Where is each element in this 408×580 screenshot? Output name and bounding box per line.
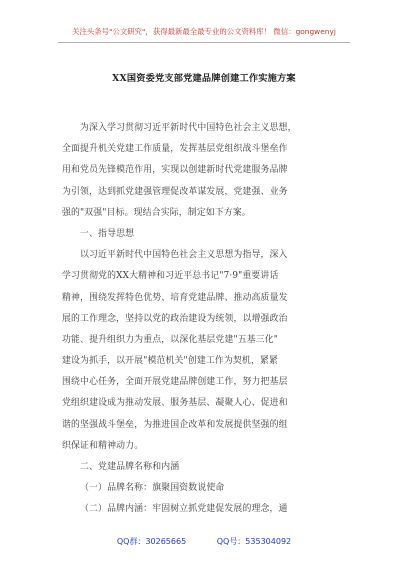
body-line: 用和党员先锋模范作用，实现以创建新时代党建服务品牌 — [62, 165, 288, 176]
body-line: 以习近平新时代中国特色社会主义思想为指导，深入 — [80, 250, 288, 261]
footer-contact — [0, 536, 408, 547]
header-divider — [58, 42, 350, 43]
body-line: 建设为抓手，以开展"模范机关"创建工作为契机，紧紧 — [62, 356, 279, 367]
sub-item: （二）品牌内涵：牢固树立抓党建促发展的理念，通 — [80, 504, 288, 515]
body-line: 围绕中心任务，全面开展党建品牌创建工作，努力把基层 — [62, 377, 288, 388]
body-line: 功能、提升组织力为重点，以深化基层党建"五基三化" — [62, 334, 279, 345]
qq-group: QQ群：30265665 — [116, 537, 187, 546]
body-line: 为引领，达到抓党建强管理促改革谋发展，党建强、业务 — [62, 186, 288, 197]
body-line: 展的工作理念，坚持以党的政治建设为统领，以增强政治 — [62, 313, 288, 324]
body-line: 党组织建设成为推动发展、服务基层、凝聚人心、促进和 — [62, 398, 288, 409]
qq-number: QQ号：535304092 — [216, 537, 292, 546]
body-line: 谐的坚强战斗堡垒，为推进国企改革和发展提供坚强的组 — [62, 419, 288, 430]
body-line: 全面提升机关党建工作质量，发挥基层党组织战斗堡垒作 — [62, 144, 288, 155]
section-heading: 一、指导思想 — [80, 228, 135, 239]
document-body — [62, 118, 352, 521]
body-line: 为深入学习贯彻习近平新时代中国特色社会主义思想， — [80, 123, 297, 133]
body-line: 织保证和精神动力。 — [62, 440, 144, 451]
sub-item: （一）品牌名称：旗聚国资数说使命 — [80, 483, 225, 494]
body-line: 学习贯彻党的XX大精神和习近平总书记"7·9"重要讲话 — [62, 271, 279, 282]
body-line: 强的"双强"目标。现结合实际，制定如下方案。 — [62, 207, 251, 218]
body-line: 精神，围绕发挥特色优势、培育党建品牌、推动高质量发 — [62, 292, 288, 303]
section-heading: 二、党建品牌名称和内涵 — [80, 462, 180, 472]
header-banner: 关注头条号"公文研究"，获得最新最全最专业的公文资料库！ 微信：gongwenyj — [72, 27, 336, 36]
document-title: XX国资委党支部党建品牌创建工作实施方案 — [112, 73, 296, 84]
